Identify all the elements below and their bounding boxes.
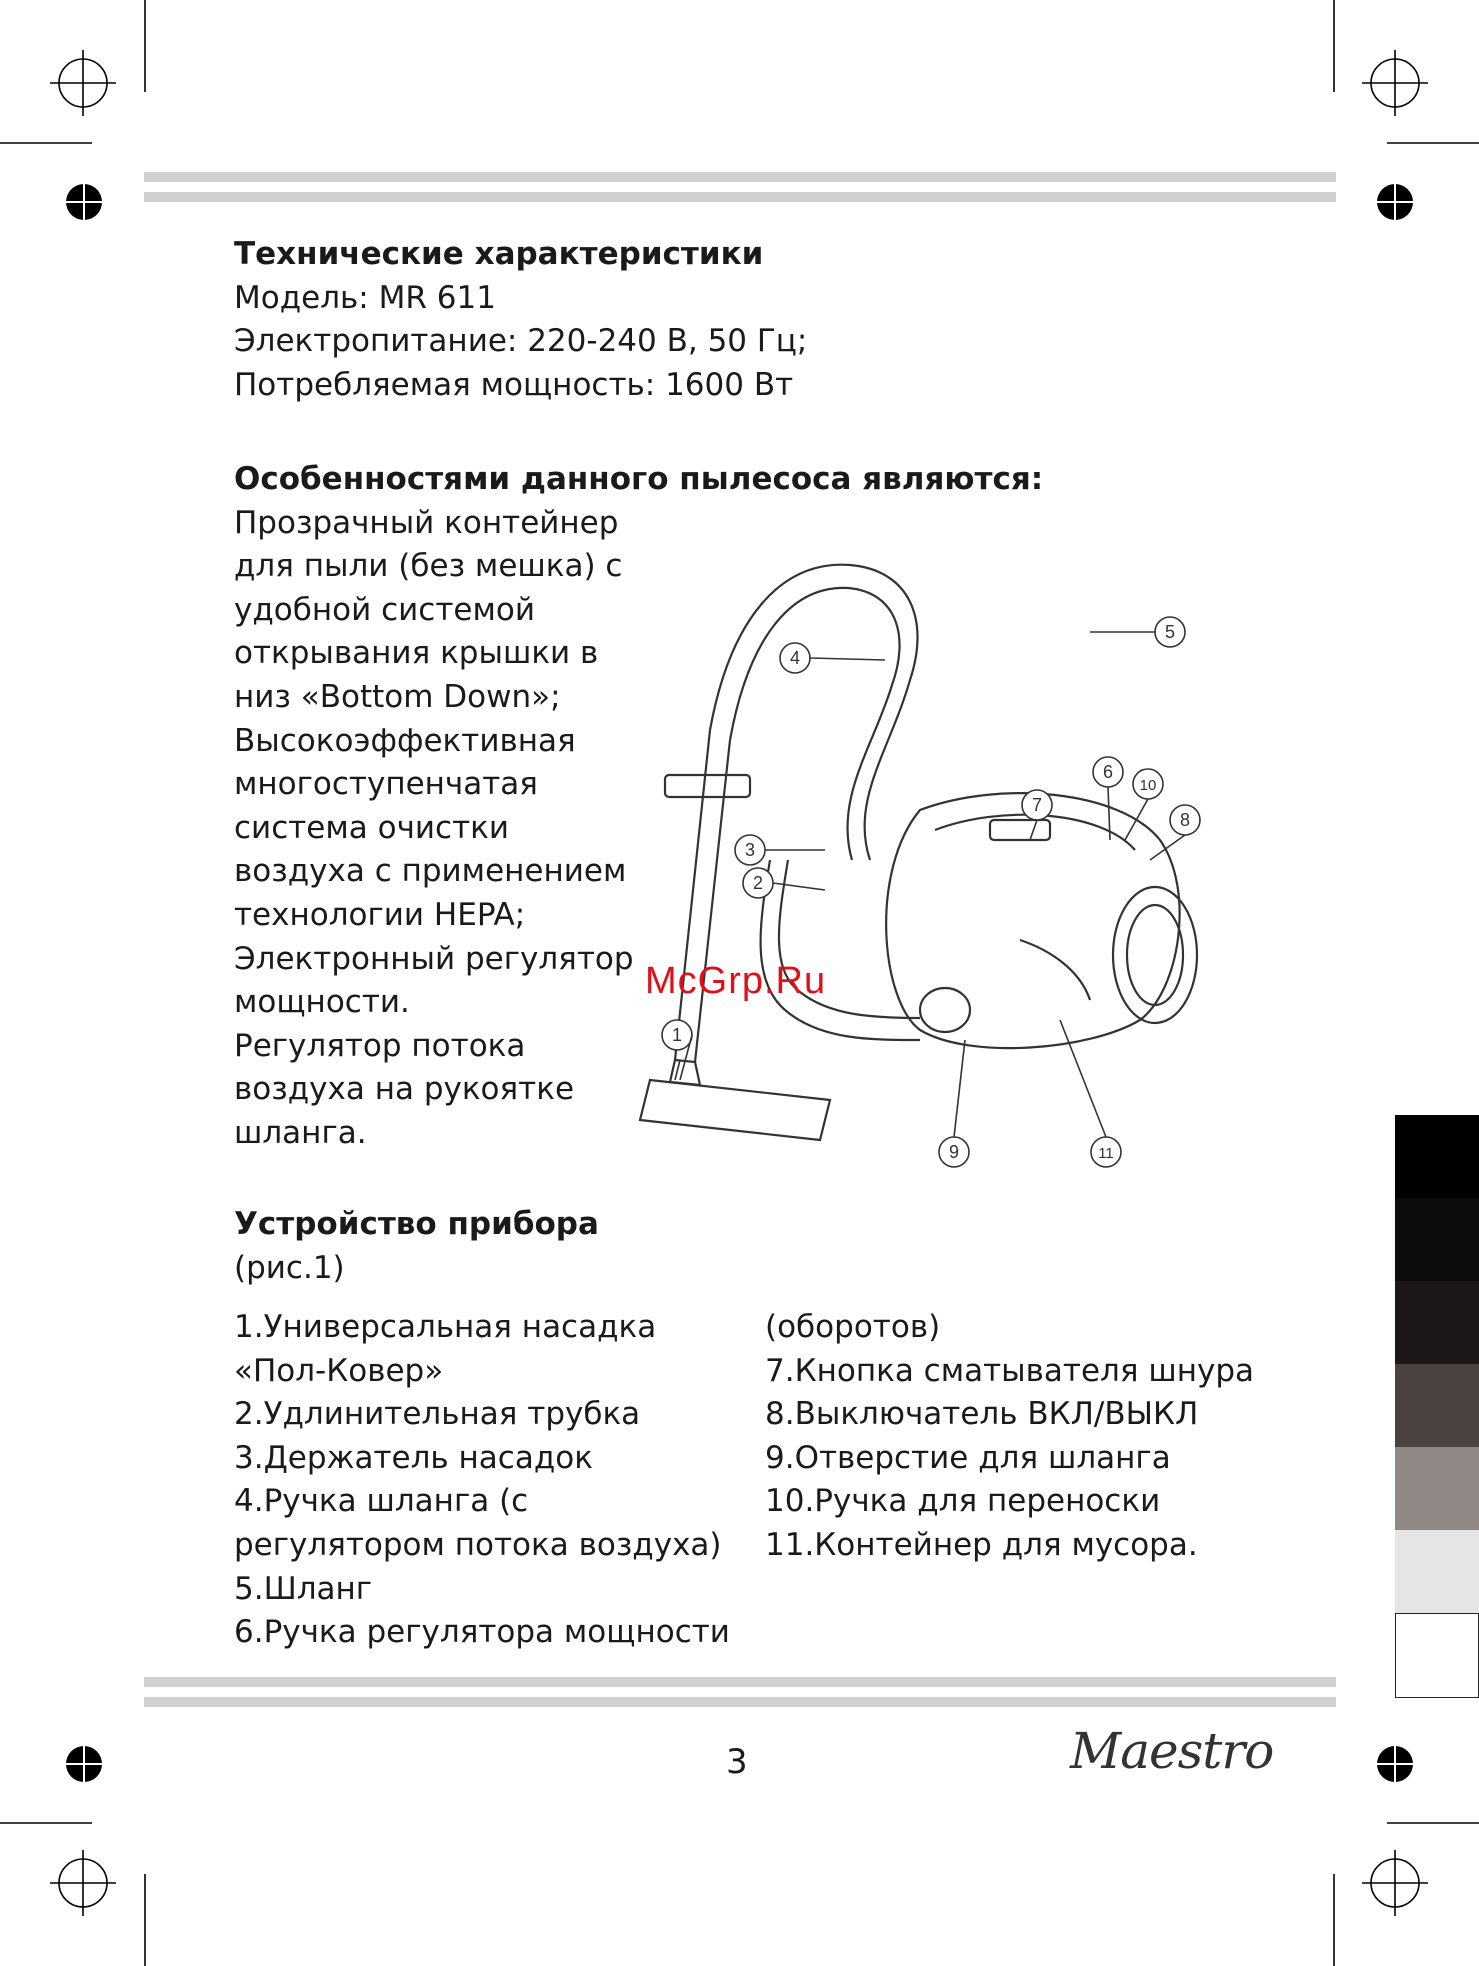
- feature-line: мощности.: [234, 984, 410, 1021]
- feature-line: для пыли (без мешка) с: [234, 548, 623, 585]
- feature-line: Регулятор потока: [234, 1027, 526, 1064]
- feature-line: Электронный регулятор: [234, 940, 634, 977]
- feature-line: система очистки: [234, 809, 510, 846]
- feature-line: шланга.: [234, 1114, 367, 1151]
- callout-11: 11: [1098, 1145, 1114, 1162]
- device-heading: Устройство прибора: [234, 1206, 599, 1242]
- part-line: 1.Универсальная насадка: [234, 1309, 657, 1345]
- feature-line: воздуха с применением: [234, 853, 627, 890]
- footer-rule-top: [144, 1677, 1336, 1687]
- part-line: 4.Ручка шланга (с: [234, 1483, 529, 1520]
- feature-line: воздуха на рукоятке: [234, 1071, 575, 1108]
- page-number: 3: [726, 1742, 748, 1782]
- color-swatch: [1395, 1115, 1479, 1198]
- callout-5: 5: [1164, 622, 1176, 642]
- feature-line: Высокоэффективная: [234, 722, 576, 759]
- color-swatch: [1395, 1364, 1479, 1447]
- callout-1: 1: [671, 1025, 683, 1045]
- part-line: 11.Контейнер для мусора.: [765, 1526, 1198, 1563]
- feature-line: открывания крышки в: [234, 635, 599, 672]
- color-swatch: [1395, 1613, 1479, 1698]
- vacuum-cleaner-figure: [620, 540, 1220, 1180]
- callout-10: 10: [1139, 777, 1157, 794]
- brand-logo: Maestro: [1070, 1722, 1274, 1780]
- watermark: McGrp.Ru: [645, 960, 827, 1002]
- part-line: 10.Ручка для переноски: [765, 1483, 1161, 1520]
- header-rule-top: [144, 172, 1336, 182]
- part-line: 2.Удлинительная трубка: [234, 1396, 641, 1433]
- feature-line: Прозрачный контейнер: [234, 504, 619, 541]
- part-line: 6.Ручка регулятора мощности: [234, 1614, 730, 1651]
- device-heading-block: [234, 1203, 599, 1290]
- color-swatch: [1395, 1447, 1479, 1530]
- callout-2: 2: [752, 873, 764, 893]
- spec-line: Модель: MR 611: [234, 279, 496, 316]
- part-line: (оборотов): [765, 1309, 941, 1345]
- part-line: 5.Шланг: [234, 1570, 373, 1607]
- callout-6: 6: [1102, 762, 1114, 782]
- features-heading: Особенностями данного пылесоса являются:: [234, 461, 1044, 497]
- device-subheading: (рис.1): [234, 1249, 345, 1286]
- feature-line: удобной системой: [234, 591, 535, 628]
- part-line: 7.Кнопка сматывателя шнура: [765, 1352, 1254, 1389]
- spec-line: Потребляемая мощность: 1600 Вт: [234, 366, 794, 403]
- header-rule-bottom: [144, 192, 1336, 202]
- part-line: 3.Держатель насадок: [234, 1439, 593, 1476]
- feature-line: низ «Bottom Down»;: [234, 678, 561, 715]
- feature-line: технологии HEPA;: [234, 896, 526, 933]
- part-line: 8.Выключатель ВКЛ/ВЫКЛ: [765, 1396, 1199, 1433]
- footer-rule-bottom: [144, 1697, 1336, 1707]
- color-swatch: [1395, 1530, 1479, 1613]
- callout-3: 3: [744, 840, 756, 860]
- specs-heading: Технические характеристики: [234, 236, 764, 272]
- spec-line: Электропитание: 220-240 В, 50 Гц;: [234, 323, 808, 360]
- part-line: 9.Отверстие для шланга: [765, 1439, 1171, 1476]
- part-line: «Пол-Ковер»: [234, 1352, 444, 1389]
- callout-7: 7: [1031, 795, 1043, 815]
- callout-8: 8: [1179, 810, 1191, 830]
- part-line: регулятором потока воздуха): [234, 1526, 722, 1563]
- specs-section: [234, 233, 807, 407]
- parts-list-col1: [234, 1306, 730, 1655]
- feature-line: многоступенчатая: [234, 766, 538, 803]
- callout-4: 4: [789, 648, 801, 668]
- color-swatch: [1395, 1198, 1479, 1281]
- callout-9: 9: [948, 1142, 960, 1162]
- parts-list-col2: [765, 1306, 1254, 1568]
- color-swatch: [1395, 1281, 1479, 1364]
